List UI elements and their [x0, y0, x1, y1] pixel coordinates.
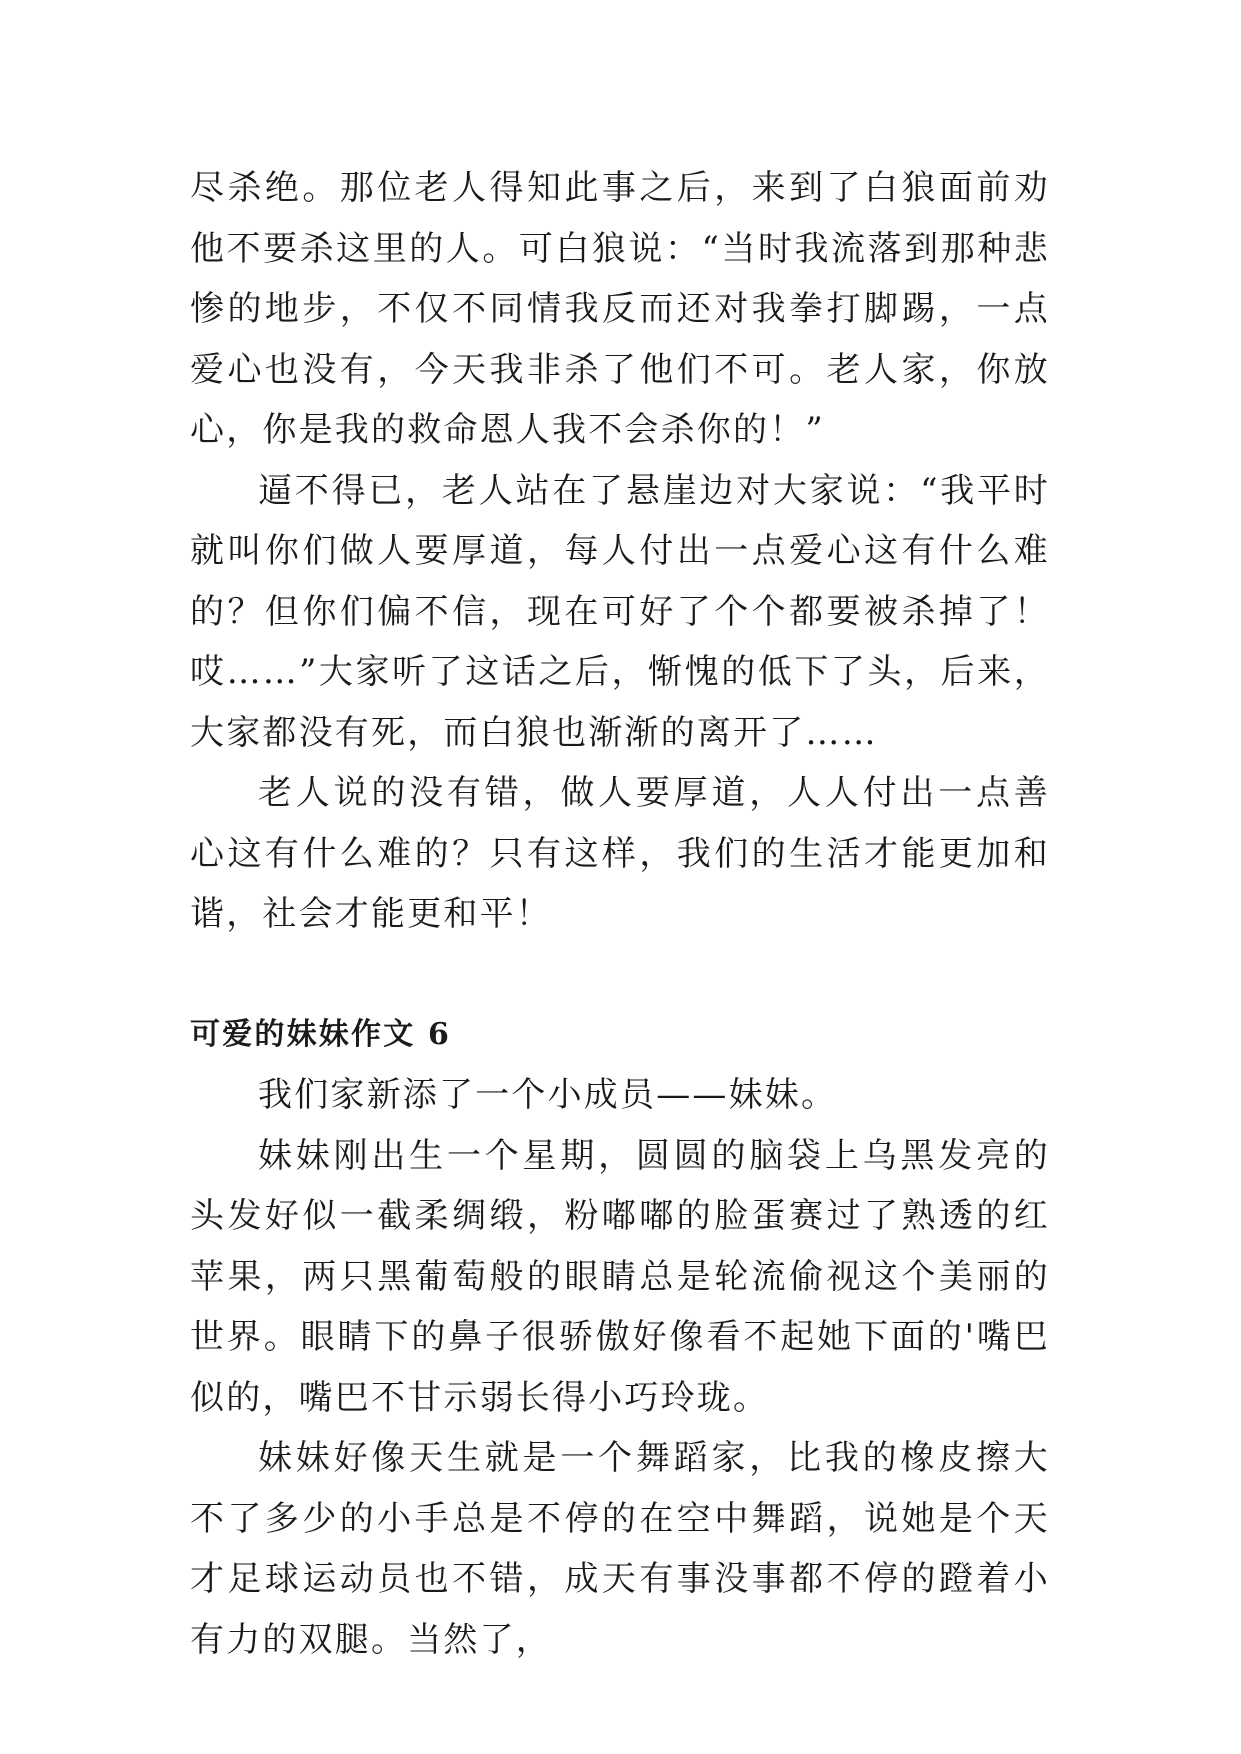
- paragraph-2: 逼不得已，老人站在了悬崖边对大家说：“我平时就叫你们做人要厚道，每人付出一点爱心这有什么难的？但你们偏不信，现在可好了个个都要被杀掉了！哎……”大家听了这话之后，惭愧的低下了头，后来，大家都没有死，而白狼也渐渐的离开了……: [190, 470, 1050, 753]
- paragraph-5: 妹妹刚出生一个星期，圆圆的脑袋上乌黑发亮的头发好似一截柔绸缎，粉嘟嘟的脸蛋赛过了熟透的红苹果，两只黑葡萄般的眼睛总是轮流偷视这个美丽的世界。眼睛下的鼻子很骄傲好像看不起她下面的'嘴巴似的，嘴巴不甘示弱长得小巧玲珑。: [190, 1135, 1050, 1418]
- paragraph-1: 尽杀绝。那位老人得知此事之后，来到了白狼面前劝他不要杀这里的人。可白狼说：“当时我流落到那种悲惨的地步，不仅不同情我反而还对我拳打脚踢，一点爱心也没有，今天我非杀了他们不可。老人家，你放心，你是我的救命恩人我不会杀你的！”: [190, 168, 1050, 450]
- document-body: [190, 158, 1050, 1670]
- paragraph-3: 老人说的没有错，做人要厚道，人人付出一点善心这有什么难的？只有这样，我们的生活才能更加和谐，社会才能更和平！: [190, 773, 1050, 934]
- paragraph-4: 我们家新添了一个小成员——妹妹。: [258, 1075, 838, 1115]
- paragraph-6: 妹妹好像天生就是一个舞蹈家，比我的橡皮擦大不了多少的小手总是不停的在空中舞蹈，说她是个天才足球运动员也不错，成天有事没事都不停的蹬着小有力的双腿。当然了，: [190, 1438, 1050, 1660]
- section-heading: 可爱的妹妹作文 6: [190, 1016, 452, 1052]
